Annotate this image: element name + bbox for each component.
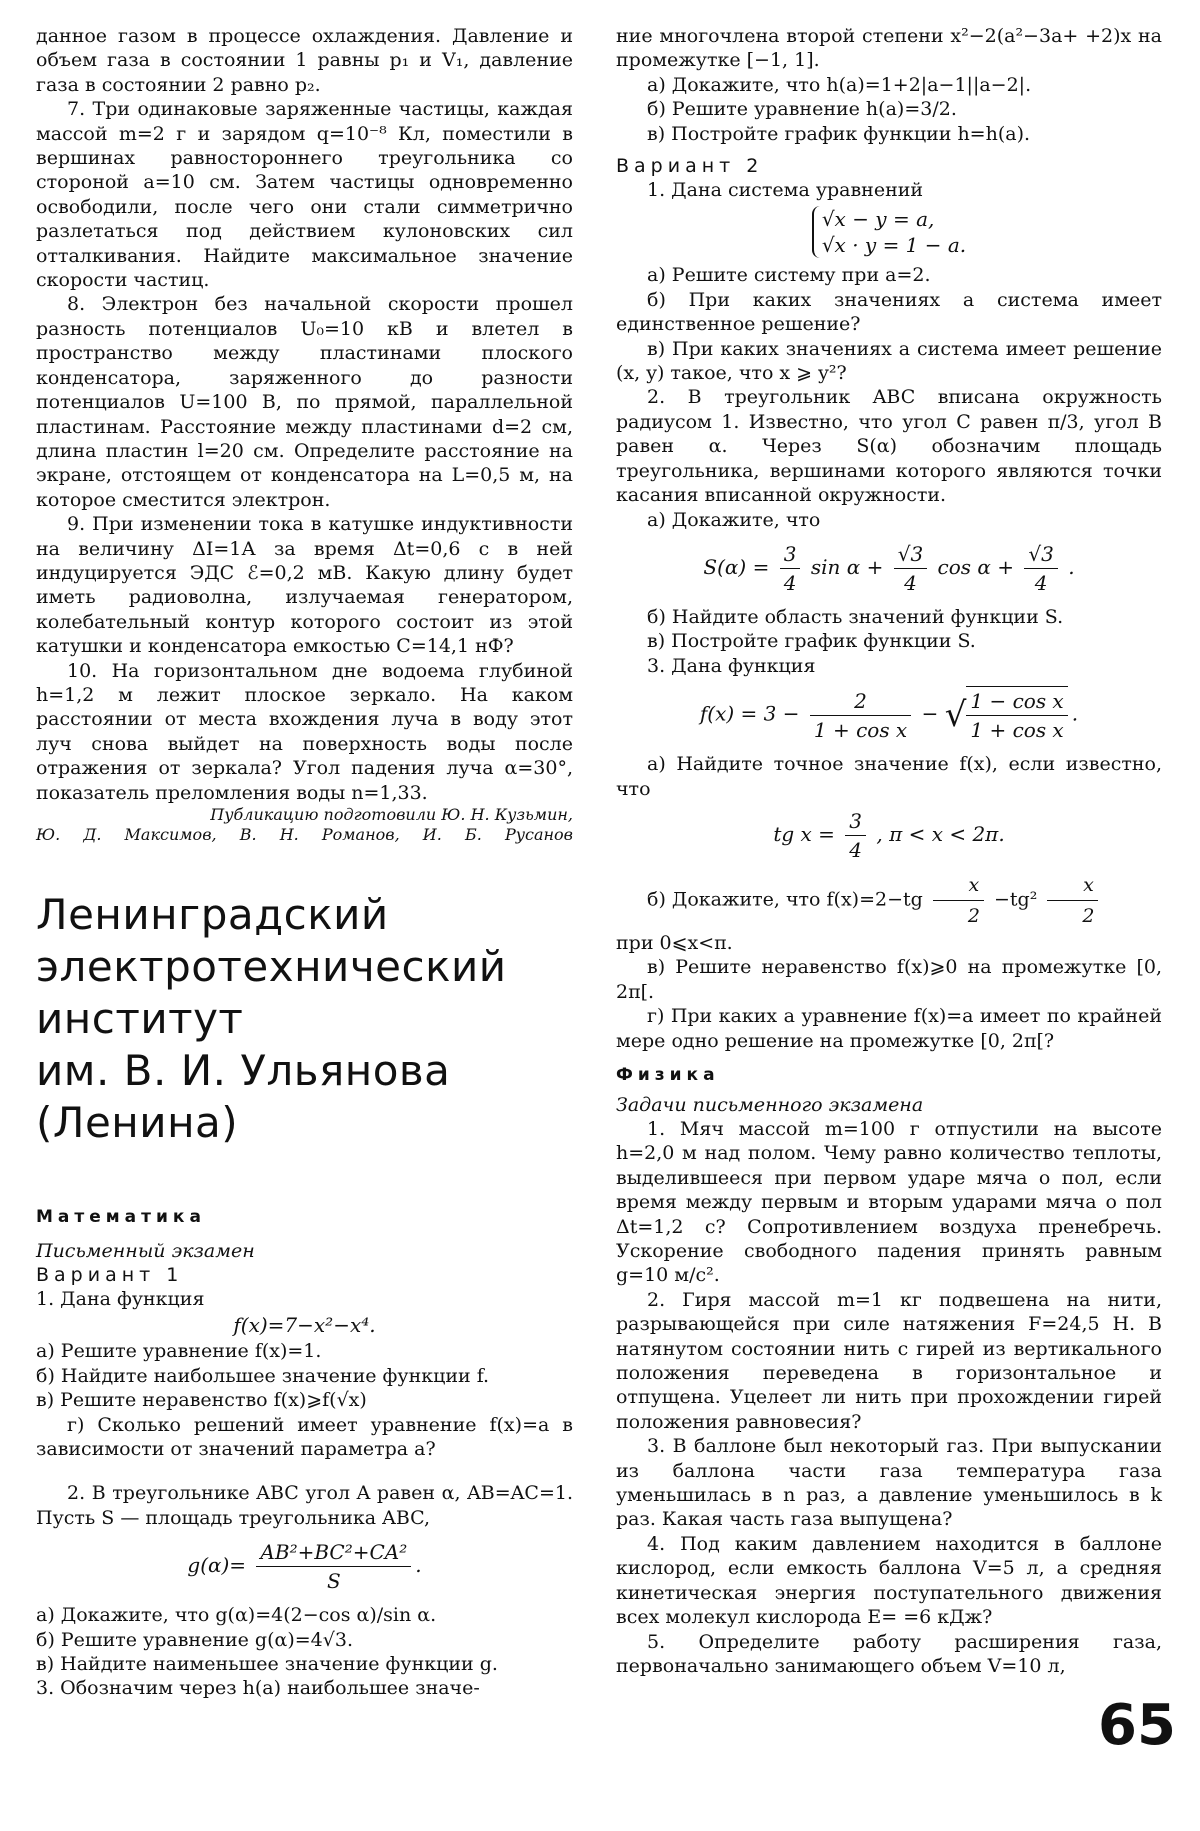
system-eq-2: √x · y = 1 − a. [821, 233, 967, 258]
r-task-3a: а) Докажите, что h(a)=1+2|a−1||a−2|. [647, 73, 1032, 96]
formula-lhs: tg x = [773, 821, 835, 846]
fraction [845, 807, 866, 864]
task-text: б) Докажите, что f(x)=2−tg [647, 888, 923, 911]
heading-line: им. В. И. Ульянова [36, 1046, 451, 1095]
physics-problem-1: 1. Мяч массой m=100 г отпустили на высоте h=2,0 м над полом. Чему равно количество теплоты, выделившееся при первом ударе мяча о пол, если время между первым и вторым ударами мяча о пол Δt=1,2 с? Сопротивлением воздуха пренебречь. Ускорение свободного падения принять равным g=10 м/с². [616, 1117, 1162, 1287]
fraction [1024, 540, 1057, 597]
v1-task-2: 2. В треугольнике ABC угол A равен α, AB=AC=1. Пусть S — площадь треугольника ABC, [36, 1482, 573, 1529]
denominator: 1 + cos x [970, 718, 1064, 743]
v2-task-1c: в) При каких значениях a система имеет решение (x, y) такое, что x ⩾ y²? [616, 337, 1162, 385]
heading-line: (Ленина) [36, 1098, 239, 1147]
v1-task-1d: г) Сколько решений имеет уравнение f(x)=a в зависимости от значений параметра a? [36, 1413, 573, 1461]
variant-2-title: Вариант 2 [616, 155, 764, 178]
v1-task-1a: а) Решите уравнение f(x)=1. [36, 1340, 322, 1363]
physics-subtitle: Задачи письменного экзамена [616, 1093, 924, 1116]
v2-task-1: 1. Дана система уравнений [647, 179, 924, 202]
physics-problem-2: 2. Гиря массой m=1 кг подвешена на нити, разрывающейся при силе натяжения F=24,5 Н. В натянутом состоянии нить с гирей из вертикального положения переведена в горизонтальное и отпущена. Уцелеет ли нить при прохождении гирей положения равновесия? [616, 1288, 1162, 1433]
numerator: 3 [780, 540, 801, 569]
v1-task-1: 1. Дана функция [36, 1288, 205, 1310]
v1-task-1c: в) Решите неравенство f(x)⩾f(√x) [36, 1389, 367, 1412]
v1-task-2c: в) Найдите наименьшее значение функции g. [36, 1653, 498, 1676]
v1-formula-f: f(x)=7−x²−x⁴. [233, 1313, 376, 1338]
v2-task-2: 2. В треугольник ABC вписана окружность радиусом 1. Известно, что угол C равен π/3, угол B равен α. Через S(α) обозначим площадь треугольника, вершинами которого являются точки касания вписанной окружности. [616, 386, 1162, 507]
formula-lhs: S(α) = [703, 554, 770, 579]
v2-task-3: 3. Дана функция [647, 654, 816, 677]
formula-end: . [1068, 554, 1075, 579]
denominator: 1 + cos x [813, 717, 908, 742]
heading-line: Ленинградский [36, 890, 389, 939]
v2-task-3b [616, 870, 1162, 931]
page-number: 65 [1098, 1693, 1176, 1758]
v2-task-2b: б) Найдите область значений функции S. [647, 605, 1064, 628]
v2-task-3d: г) При каких a уравнение f(x)=a имеет по крайней мере одно решение на промежутке [0, 2π[? [616, 1005, 1162, 1052]
numerator: 1 − cos x [966, 687, 1067, 716]
v2-task-3c: в) Решите неравенство f(x)⩾0 на промежутке [0, 2π[. [616, 956, 1162, 1003]
formula-term: , π < x < 2π. [876, 821, 1005, 846]
fraction [1047, 870, 1098, 931]
numerator: x [1047, 870, 1098, 901]
physics-problem-4: 4. Под каким давлением находится в баллоне кислород, если емкость баллона V=5 л, а средняя кинетическая энергия поступательного движения всех молекул кислорода E= =6 кДж? [616, 1532, 1162, 1629]
v1-task-1b: б) Найдите наибольшее значение функции f. [36, 1364, 490, 1387]
heading-line: электротехнический [36, 942, 507, 991]
problem-9: 9. При изменении тока в катушке индуктивности на величину ΔI=1А за время Δt=0,6 с в ней индуцируется ЭДС ℰ=0,2 мВ. Какую длину будет иметь радиоволна, излучаемая генератором, колебательный контур которого состоит из этой катушки и конденсатора емкостью C=14,1 нФ? [36, 513, 573, 658]
v2-formula-tg [616, 807, 1162, 864]
v2-formula-S [616, 540, 1162, 597]
v2-task-2c: в) Постройте график функции S. [647, 630, 976, 653]
numerator: 3 [845, 807, 866, 836]
v2-task-3b-cont: при 0⩽x<π. [616, 931, 733, 954]
v2-task-1a: а) Решите систему при a=2. [647, 264, 931, 287]
formula-term: − [921, 701, 939, 726]
institute-heading [36, 889, 573, 1149]
denominator: S [326, 1569, 341, 1594]
v2-system [616, 206, 1162, 259]
left-column [36, 24, 573, 1701]
math-section-title: Математика [36, 1207, 206, 1227]
exam-subtitle: Письменный экзамен [36, 1240, 255, 1262]
variant-1-title: Вариант 1 [36, 1264, 184, 1286]
physics-problem-3: 3. В баллоне был некоторый газ. При выпускании из баллона части газа температура газа уменьшилась в n раз, а давление уменьшилось в k раз. Какая часть газа выпущена? [616, 1435, 1162, 1531]
v2-formula-f: f(x) = 3 − $\frac{2}{\text{1 + cos x}}$ − √ $\frac{\text{1 − cos x}}{\text{1 + cos x}}$ . [616, 686, 1162, 744]
sqrt-sign-icon: √ [944, 695, 967, 736]
numerator: √3 [1024, 540, 1057, 569]
r-task-3c: в) Постройте график функции h=h(a). [647, 122, 1031, 145]
credits-line-2: Ю. Д. Максимов, В. Н. Романов, И. Б. Русанов [36, 825, 573, 844]
formula-term: cos α + [937, 554, 1015, 579]
fraction [966, 686, 1067, 744]
task-text: −tg² [994, 888, 1038, 911]
fraction [933, 870, 984, 931]
paragraph-continued: ние многочлена второй степени x²−2(a²−3a+ +2)x на промежутке [−1, 1]. [616, 25, 1162, 72]
v2-task-3a: а) Найдите точное значение f(x), если известно, что [616, 753, 1162, 800]
right-column [616, 24, 1162, 1678]
fraction [256, 1538, 411, 1595]
paragraph-intro: данное газом в процессе охлаждения. Давление и объем газа в состоянии 1 равны p₁ и V₁, давление газа в состоянии 2 равно p₂. [36, 25, 573, 96]
numerator: x [933, 870, 984, 901]
denominator: 2 [1082, 904, 1095, 927]
fraction [780, 540, 801, 597]
numerator: AB²+BC²+CA² [256, 1538, 411, 1567]
formula-lhs: f(x) = 3 − [699, 701, 800, 726]
denominator: 2 [967, 904, 980, 927]
denominator: 4 [849, 837, 862, 862]
denominator: 4 [904, 570, 917, 595]
fraction [810, 687, 911, 744]
problem-10: 10. На горизонтальном дне водоема глубиной h=1,2 м лежит плоское зеркало. На каком расстоянии от места вхождения луча в воду этот луч снова выйдет на поверхность воды после отражения от зеркала? Угол падения луча α=30°, показатель преломления воды n=1,33. [36, 659, 573, 804]
v1-task-3: 3. Обозначим через h(a) наибольшее значе- [36, 1677, 480, 1700]
denominator: 4 [783, 570, 797, 595]
v1-task-2a: а) Докажите, что g(α)=4(2−cos α)/sin α. [36, 1604, 437, 1627]
v2-task-2a: а) Докажите, что [647, 508, 821, 531]
heading-line: институт [36, 994, 244, 1043]
v1-task-2b: б) Решите уравнение g(α)=4√3. [36, 1628, 353, 1651]
fraction [894, 540, 927, 597]
formula-term: sin α + [810, 554, 884, 579]
formula-lhs: g(α)= [187, 1553, 247, 1578]
physics-section-title: Физика [616, 1064, 720, 1085]
v2-task-1b: б) При каких значениях a система имеет единственное решение? [616, 288, 1162, 336]
r-task-3b: б) Решите уравнение h(a)=3/2. [647, 98, 957, 121]
system-eq-1: √x − y = a, [821, 207, 935, 232]
problem-7: 7. Три одинаковые заряженные частицы, каждая массой m=2 г и зарядом q=10⁻⁸ Кл, поместили в вершинах равностороннего треугольника со стороной a=10 см. Затем частицы одновременно освободили, после чего они стали симметрично разлетаться под действием кулоновских сил отталкивания. Найдите максимальное значение скорости частиц. [36, 98, 573, 292]
problem-8: 8. Электрон без начальной скорости прошел разность потенциалов U₀=10 кВ и влетел в пространство между пластинами плоского конденсатора, заряженного до разности потенциалов U=100 В, по прямой, параллельной пластинам. Расстояние между пластинами d=2 см, длина пластин l=20 см. Определите расстояние на экране, отстоящем от конденсатора на L=0,5 м, на которое сместится электрон. [36, 293, 573, 511]
credits-line-1: Публикацию подготовили Ю. Н. Кузьмин, [210, 805, 573, 824]
numerator: √3 [894, 540, 927, 569]
denominator: 4 [1034, 570, 1048, 595]
equation-system [812, 206, 966, 258]
v1-formula-g: g(α)= $\frac{\text{AB²+BC²+CA²}}{S}$ . [187, 1540, 422, 1594]
numerator: 2 [810, 687, 911, 716]
physics-problem-5: 5. Определите работу расширения газа, первоначально занимающего объем V=10 л, [616, 1630, 1162, 1677]
